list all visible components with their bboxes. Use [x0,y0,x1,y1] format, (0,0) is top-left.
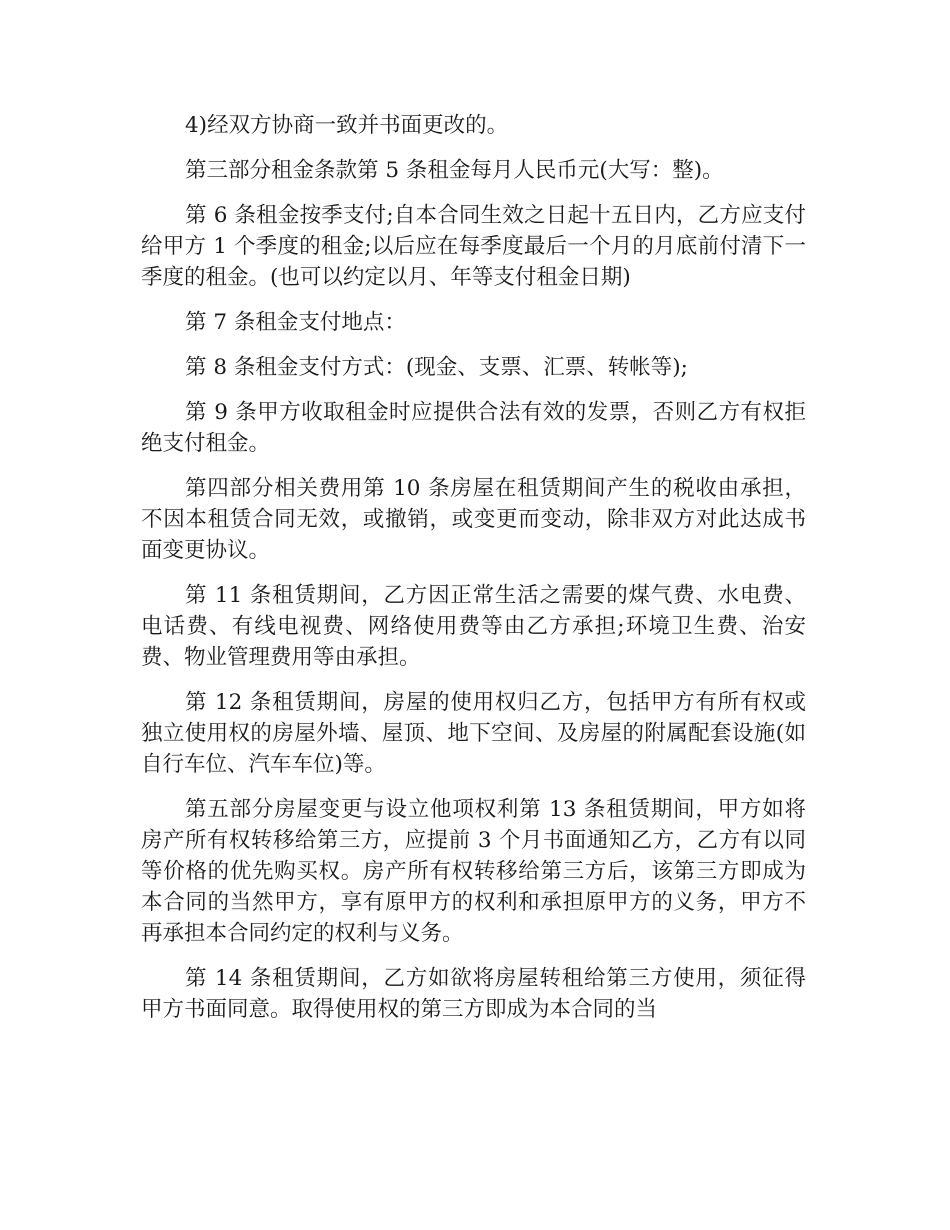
paragraph-clause-8: 第 8 条租金支付方式：(现金、支票、汇票、转帐等); [185,355,688,380]
paragraph-clause-14: 第 14 条租赁期间，乙方如欲将房屋转租给第三方使用，须征得甲方书面同意。取得使用权的第三方即成为本合同的当 [141,966,806,1022]
paragraph-clause-6: 第 6 条租金按季支付;自本合同生效之日起十五日内，乙方应支付给甲方 1 个季度的租金;以后应在每季度最后一个月的月底前付清下一季度的租金。(也可以约定以月、年等支付租金日期) [141,203,806,290]
paragraph-clause-10: 第四部分相关费用第 10 条房屋在租赁期间产生的税收由承担，不因本租赁合同无效，或撤销，或变更而变动，除非双方对此达成书面变更协议。 [141,476,806,563]
paragraph-clause-4: 4)经双方协商一致并书面更改的。 [185,113,509,138]
paragraph-clause-9: 第 9 条甲方收取租金时应提供合法有效的发票，否则乙方有权拒绝支付租金。 [141,400,806,456]
paragraph-clause-11: 第 11 条租赁期间，乙方因正常生活之需要的煤气费、水电费、电话费、有线电视费、网络使用费等由乙方承担;环境卫生费、治安费、物业管理费用等由承担。 [141,583,806,670]
document-body [141,110,806,1039]
paragraph-clause-5: 第三部分租金条款第 5 条租金每月人民币元(大写：整)。 [185,158,724,183]
paragraph-clause-13: 第五部分房屋变更与设立他项权利第 13 条租赁期间，甲方如将房产所有权转移给第三方，应提前 3 个月书面通知乙方，乙方有以同等价格的优先购买权。房产所有权转移给第三方后，该第三方即成为本合同的当然甲方，享有原甲方的权利和承担原甲方的义务，甲方不再承担本合同约定的权利与义务。 [141,797,806,946]
paragraph-clause-7: 第 7 条租金支付地点： [185,310,406,335]
paragraph-clause-12: 第 12 条租赁期间，房屋的使用权归乙方，包括甲方有所有权或独立使用权的房屋外墙、屋顶、地下空间、及房屋的附属配套设施(如自行车位、汽车车位)等。 [141,690,806,777]
